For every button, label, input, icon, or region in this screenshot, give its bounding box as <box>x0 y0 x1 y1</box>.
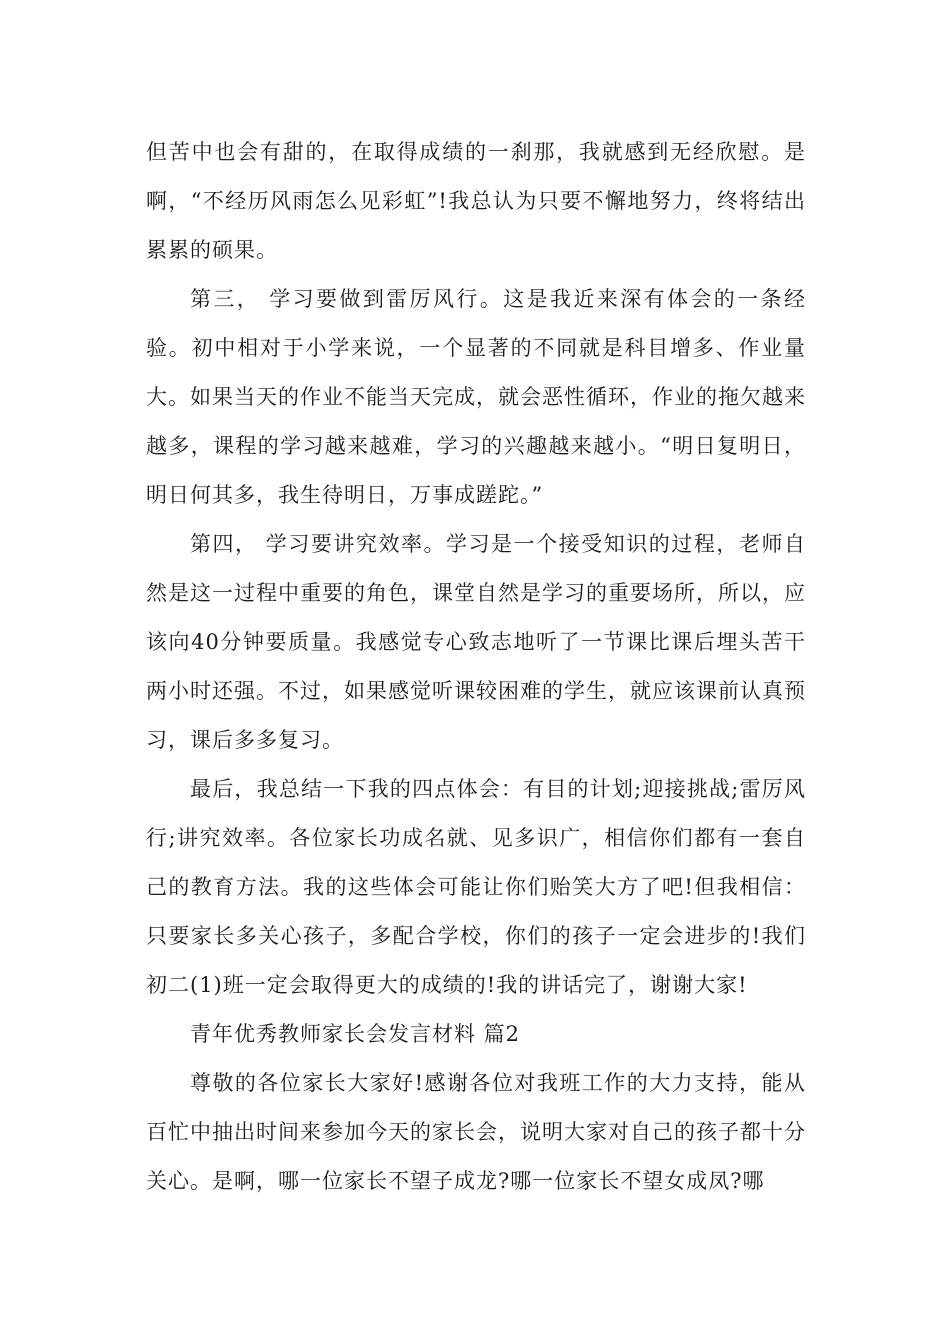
paragraph-4: 最后，我总结一下我的四点体会：有目的计划;迎接挑战;雷厉风行;讲究效率。各位家长功成名就、见多识广，相信你们都有一套自己的教育方法。我的这些体会可能让你们贻笑大方了吧!但我相信：只要家长多关心孩子，多配合学校，你们的孩子一定会进步的!我们初二(1)班一定会取得更大的成绩的!我的讲话完了，谢谢大家! <box>146 777 806 997</box>
document-body <box>146 128 806 1206</box>
paragraph-1: 但苦中也会有甜的，在取得成绩的一刹那，我就感到无经欣慰。是啊，“不经历风雨怎么见彩虹”!我总认为只要不懈地努力，终将结出累累的硕果。 <box>146 140 806 262</box>
paragraph-5: 尊敬的各位家长大家好!感谢各位对我班工作的大力支持，能从百忙中抽出时间来参加今天的家长会，说明大家对自己的孩子都十分关心。是啊，哪一位家长不望子成龙?哪一位家长不望女成凤?哪 <box>146 1071 806 1193</box>
section-heading: 青年优秀教师家长会发言材料 篇2 <box>190 1022 521 1046</box>
paragraph-3: 第四， 学习要讲究效率。学习是一个接受知识的过程，老师自然是这一过程中重要的角色，课堂自然是学习的重要场所，所以，应该向40分钟要质量。我感觉专心致志地听了一节课比课后埋头苦干两小时还强。不过，如果感觉听课较困难的学生，就应该课前认真预习，课后多多复习。 <box>146 532 806 752</box>
paragraph-2: 第三， 学习要做到雷厉风行。这是我近来深有体会的一条经验。初中相对于小学来说，一个显著的不同就是科目增多、作业量大。如果当天的作业不能当天完成，就会恶性循环，作业的拖欠越来越多，课程的学习越来越难，学习的兴趣越来越小。“明日复明日，明日何其多，我生待明日，万事成蹉跎。” <box>146 287 806 507</box>
